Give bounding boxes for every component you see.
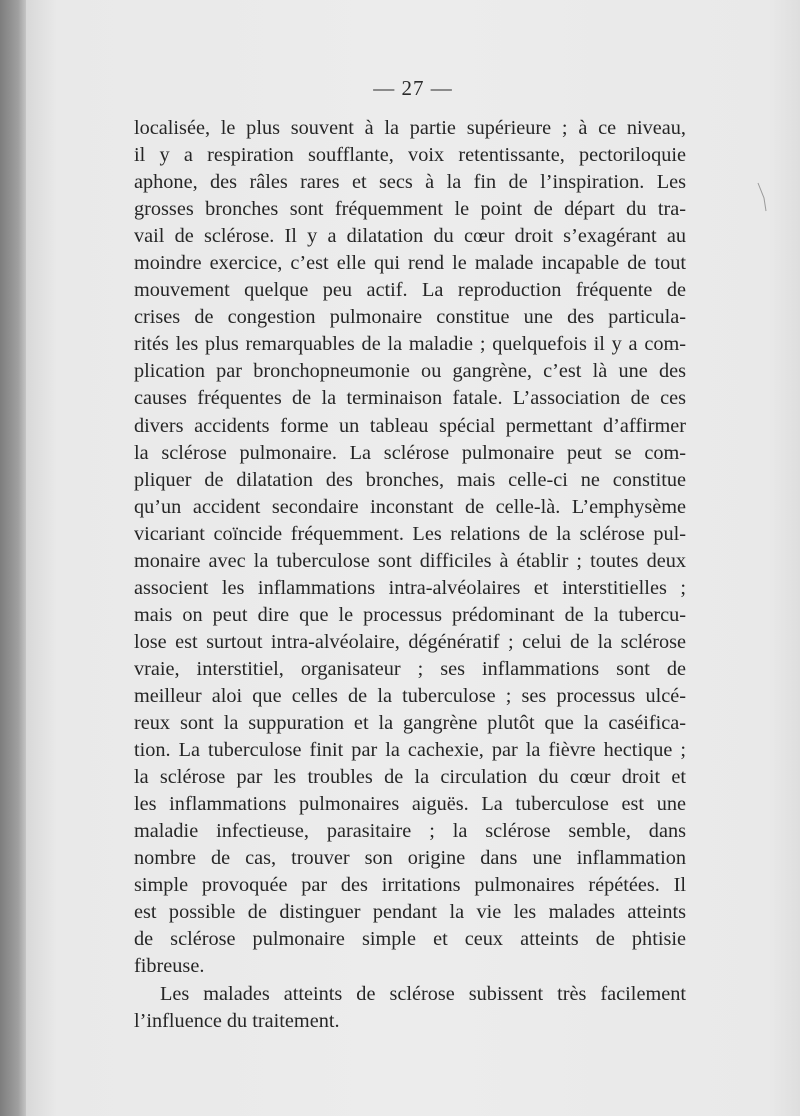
text-line: maladie infectieuse, parasitaire ; la sclérose semble, dans bbox=[134, 820, 686, 843]
text-line: meilleur aloi que celles de la tuberculose ; ses processus ulcé- bbox=[134, 684, 686, 707]
text-line: simple provoquée par des irritations pulmonaires répétées. Il bbox=[134, 874, 686, 897]
paragraph bbox=[134, 981, 686, 1035]
text-line: la sclérose pulmonaire. La sclérose pulmonaire peut se com- bbox=[134, 441, 686, 464]
page-number: — 27 — bbox=[373, 76, 453, 100]
pencil-margin-mark bbox=[757, 182, 771, 212]
scan-gutter-shadow bbox=[0, 0, 26, 1116]
text-line: localisée, le plus souvent à la partie supérieure ; à ce niveau, bbox=[134, 117, 686, 139]
text-line: mouvement quelque peu actif. La reproduction fréquente de bbox=[134, 279, 686, 302]
text-line: pliquer de dilatation des bronches, mais celle-ci ne constitue bbox=[134, 468, 686, 491]
text-line: aphone, des râles rares et secs à la fin de l’inspiration. Les bbox=[134, 171, 686, 194]
text-line: l’influence du traitement. bbox=[134, 1009, 340, 1032]
book-page bbox=[26, 0, 800, 1116]
text-line: il y a respiration soufflante, voix retentissante, pectoriloquie bbox=[134, 144, 686, 167]
text-line: nombre de cas, trouver son origine dans une inflammation bbox=[134, 847, 686, 870]
text-line: moindre exercice, c’est elle qui rend le malade incapable de tout bbox=[134, 252, 686, 275]
text-line: les inflammations pulmonaires aiguës. La tuberculose est une bbox=[134, 793, 686, 816]
text-line: vicariant coïncide fréquemment. Les relations de la sclérose pul- bbox=[134, 522, 686, 545]
text-line: Les malades atteints de sclérose subissent très facilement bbox=[160, 982, 686, 1005]
text-line: mais on peut dire que le processus prédominant de la tubercu- bbox=[134, 603, 686, 626]
text-line: plication par bronchopneumonie ou gangrène, c’est là une des bbox=[134, 360, 686, 383]
text-line: vail de sclérose. Il y a dilatation du cœur droit s’exagérant au bbox=[134, 225, 686, 248]
text-line: grosses bronches sont fréquemment le point de départ du tra- bbox=[134, 198, 686, 221]
text-line: qu’un accident secondaire inconstant de celle-là. L’emphysème bbox=[134, 495, 686, 518]
text-line: vraie, interstitiel, organisateur ; ses inflammations sont de bbox=[134, 657, 686, 680]
text-line: de sclérose pulmonaire simple et ceux atteints de phtisie bbox=[134, 928, 686, 951]
text-line: crises de congestion pulmonaire constitue une des particula- bbox=[134, 306, 686, 329]
text-line: tion. La tuberculose finit par la cachexie, par la fièvre hectique ; bbox=[134, 739, 686, 762]
text-line: reux sont la suppuration et la gangrène plutôt que la caséifica- bbox=[134, 712, 686, 735]
text-line: fibreuse. bbox=[134, 955, 205, 978]
text-line: rités les plus remarquables de la maladie ; quelquefois il y a com- bbox=[134, 333, 686, 356]
text-line: causes fréquentes de la terminaison fatale. L’association de ces bbox=[134, 387, 686, 410]
text-line: divers accidents forme un tableau spécial permettant d’affirmer bbox=[134, 414, 686, 437]
paragraph bbox=[134, 115, 686, 981]
text-line: monaire avec la tuberculose sont difficiles à établir ; toutes deux bbox=[134, 549, 686, 572]
text-line: la sclérose par les troubles de la circulation du cœur droit et bbox=[134, 766, 686, 789]
page-body-text bbox=[134, 115, 686, 1035]
text-line: lose est surtout intra-alvéolaire, dégénératif ; celui de la sclérose bbox=[134, 630, 686, 653]
text-line: est possible de distinguer pendant la vie les malades atteints bbox=[134, 901, 686, 924]
text-line: associent les inflammations intra-alvéolaires et interstitielles ; bbox=[134, 576, 686, 599]
